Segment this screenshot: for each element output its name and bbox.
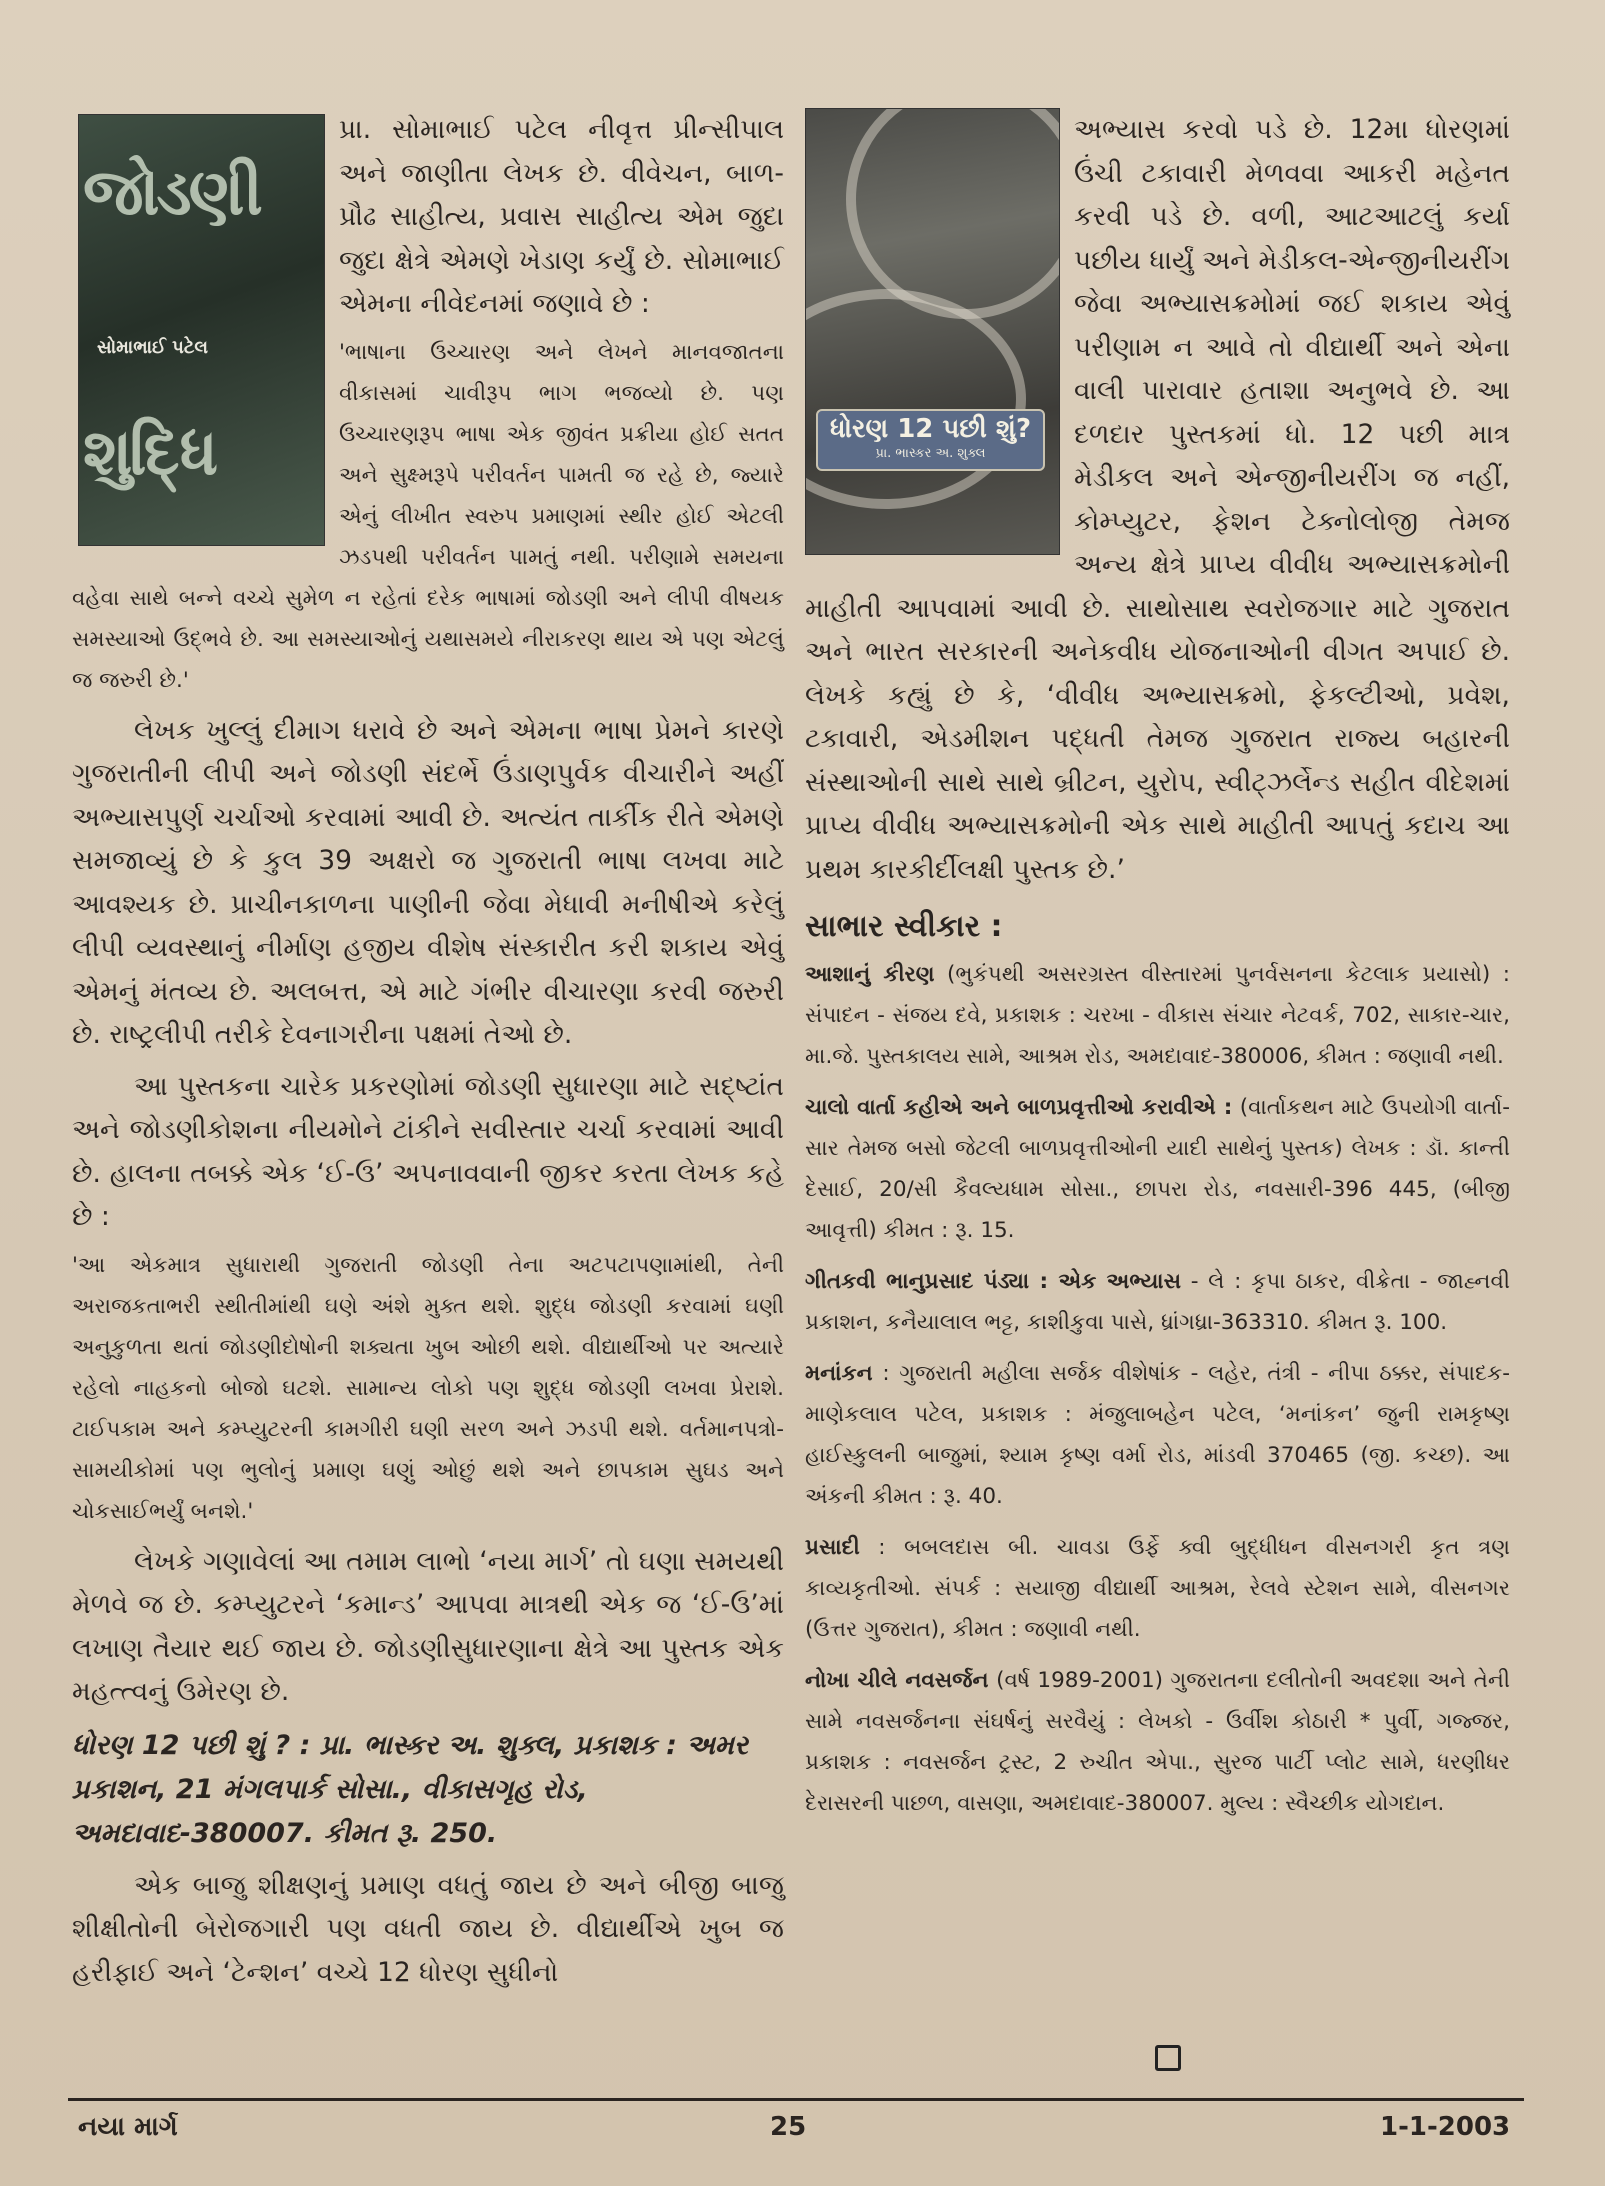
entry-title: આશાનું કીરણ bbox=[805, 962, 935, 987]
list-item bbox=[805, 1353, 1510, 1517]
list-item bbox=[805, 1660, 1510, 1824]
list-item bbox=[805, 1527, 1510, 1650]
list-item bbox=[805, 1087, 1510, 1251]
intro-paragraph: પ્રા. સોમાભાઈ પટેલ નીવૃત્ત પ્રીન્સીપાલ અને જાણીતા લેખક છે. વીવેચન, બાળ-પ્રૌઢ સાહીત્ય, પ્રવાસ સાહીત્ય એમ જુદા જુદા ક્ષેત્રે એમણે ખેડાણ કર્યું છે. સોમાભાઈ એમના નીવેદનમાં જણાવે છે : bbox=[339, 114, 784, 319]
cover-decoration bbox=[805, 289, 1026, 509]
acknowledgement-list bbox=[805, 954, 1510, 1824]
body-paragraph-2: લેખક ખુલ્લું દીમાગ ધરાવે છે અને એમના ભાષા પ્રેમને કારણે ગુજરાતીની લીપી અને જોડણી સંદર્ભે ઉંડાણપુર્વક વીચારીને અહીં અભ્યાસપુર્ણ ચર્ચાઓ કરવામાં આવી છે. અત્યંત તાર્કીક રીતે એમણે સમજાવ્યું છે કે કુલ 39 અક્ષરો જ ગુજરાતી ભાષા લખવા માટે આવશ્યક છે. પ્રાચીનકાળના પાણીની જેવા મેધાવી મનીષીએ કરેલું લીપી વ્યવસ્થાનું નીર્માણ હજીય વીશેષ સંસ્કારીત કરી શકાય એવું એમનું મંતવ્ય છે. અલબત્ત, એ માટે ગંભીર વીચારણા કરવી જરુરી છે. રાષ્ટ્રલીપી તરીકે દેવનાગરીના પક્ષમાં તેઓ છે. bbox=[72, 714, 784, 1050]
right-body-paragraph: અભ્યાસ કરવો પડે છે. 12મા ધોરણમાં ઉંચી ટકાવારી મેળવવા આકરી મહેનત કરવી પડે છે. વળી, આટઆટલું કર્યા પછીય ધાર્યું અને મેડીકલ-એન્જીનીયરીંગ જેવા અભ્યાસક્રમોમાં જઈ શકાય એવું પરીણામ ન આવે તો વીદ્યાર્થી અને એના વાલી પારાવાર હતાશા અનુભવે છે. આ દળદાર પુસ્તકમાં ધો. 12 પછી માત્ર મેડીકલ અને એન્જીનીયરીંગ જ નહીં, કોમ્પ્યુટર, ફેશન ટેક્નોલોજી તેમજ અન્ય ક્ષેત્રે પ્રાપ્ય વીવીધ અભ્યાસક્રમોની માહીતી આપવામાં આવી છે. સાથોસાથ સ્વરોજગાર માટે ગુજરાત અને ભારત સરકારની અનેકવીધ યોજનાઓની વીગત અપાઈ છે. લેખકે કહ્યું છે કે, ‘વીવીધ અભ્યાસક્રમો, ફેકલ્ટીઓ, પ્રવેશ, ટકાવારી, એડમીશન પદ્ધતી તેમજ ગુજરાત રાજ્ય બહારની સંસ્થાઓની સાથે સાથે બ્રીટન, યુરોપ, સ્વીટ્ઝર્લેન્ડ સહીત વીદેશમાં પ્રાપ્ય વીવીધ અભ્યાસક્રમોની એક સાથે માહીતી આપતું કદાચ આ પ્રથમ કારકીર્દીલક્ષી પુસ્તક છે.’ bbox=[805, 114, 1510, 885]
body-paragraph-3: આ પુસ્તકના ચારેક પ્રકરણોમાં જોડણી સુધારણા માટે સદ્ષ્ટાંત અને જોડણીકોશના નીયમોને ટાંકીને સવીસ્તાર ચર્ચા કરવામાં આવી છે. હાલના તબક્કે એક ‘ઈ-ઉ’ અપનાવવાની જીકર કરતા લેખક કહે છે : bbox=[72, 1070, 784, 1232]
footer-divider bbox=[68, 2098, 1524, 2101]
cover-title: ધોરણ 12 પછી શું? bbox=[829, 414, 1032, 444]
left-column bbox=[72, 108, 784, 1994]
entry-title: ગીતકવી ભાનુપ્રસાદ પંડ્યા : એક અભ્યાસ bbox=[805, 1269, 1181, 1294]
body-paragraph-4: લેખકે ગણાવેલાં આ તમામ લાભો ‘નયા માર્ગ’ તો ઘણા સમયથી મેળવે જ છે. કમ્પ્યુટરને ‘કમાન્ડ’ આપવા માત્રથી એક જ ‘ઈ-ઉ’માં લખાણ તૈયાર થઈ જાય છે. જોડણીસુધારણાના ક્ષેત્રે આ પુસ્તક એક મહત્ત્વનું ઉમેરણ છે. bbox=[72, 1545, 784, 1707]
entry-text: (ભુકંપથી અસરગ્રસ્ત વીસ્તારમાં પુનર્વસનના કેટલાક પ્રયાસો) : સંપાદન - સંજય દવે, પ્રકાશક : ચરખા - વીકાસ સંચાર નેટવર્ક, 702, સાકાર-ચાર, મા.જે. પુસ્તકાલય સામે, આશ્રમ રોડ, અમદાવાદ-380006, કીમત : જણાવી નથી. bbox=[805, 962, 1510, 1069]
book-cover-image-2 bbox=[805, 108, 1060, 555]
entry-title: ચાલો વાર્તા કહીએ અને બાળપ્રવૃત્તીઓ કરાવીએ : bbox=[805, 1095, 1233, 1120]
book-reference: ધોરણ 12 પછી શું ? : પ્રા. ભાસ્કર અ. શુક્લ, પ્રકાશક : અમર પ્રકાશન, 21 મંગલપાર્ક સોસા., વીકાસગૃહ રોડ, અમદાવાદ-380007. કીમત રૂ. 250. bbox=[72, 1729, 748, 1849]
end-mark-icon bbox=[1155, 2045, 1181, 2071]
cover-title-line-1: જોડણી bbox=[83, 155, 260, 230]
cover-decoration bbox=[846, 108, 1060, 319]
acknowledgement-heading: સાભાર સ્વીકાર : bbox=[805, 909, 1003, 944]
entry-text: : બબલદાસ બી. ચાવડા ઉર્ફે ક્વી બુદ્ધીધન વીસનગરી કૃત ત્રણ કાવ્યકૃતીઓ. સંપર્ક : સયાજી વીદ્યાર્થી આશ્રમ, રેલવે સ્ટેશન સામે, વીસનગર (ઉત્તર ગુજરાત), કીમત : જણાવી નથી. bbox=[805, 1535, 1510, 1642]
quote-paragraph-2: 'આ એકમાત્ર સુધારાથી ગુજરાતી જોડણી તેના અટપટાપણામાંથી, તેની અરાજકતાભરી સ્થીતીમાંથી ઘણે અંશે મુક્ત થશે. શુદ્ધ જોડણી કરવામાં ઘણી અનુકુળતા થતાં જોડણીદોષોની શક્યતા ખુબ ઓછી થશે. વીદ્યાર્થીઓ પર અત્યારે રહેલો નાહકનો બોજો ઘટશે. સામાન્ય લોકો પણ શુદ્ધ જોડણી લખવા પ્રેરાશે. ટાઈપકામ અને કમ્પ્યુટરની કામગીરી ઘણી સરળ અને ઝડપી થશે. વર્તમાનપત્રો-સામયીકોમાં પણ ભુલોનું પ્રમાણ ઘણું ઓછું થશે અને છાપકામ સુઘડ અને ચોકસાઈભર્યું બનશે.' bbox=[72, 1252, 784, 1524]
entry-text: - લે : કૃપા ઠાકર, વીક્રેતા - જાહ્નવી પ્રકાશન, કનૈયાલાલ ભટ્ટ, કાશીકુવા પાસે, ધ્રાંગધ્રા-363310. કીમત રૂ. 100. bbox=[805, 1269, 1510, 1335]
list-item bbox=[805, 1261, 1510, 1343]
entry-title: પ્રસાદી bbox=[805, 1535, 860, 1560]
quote-paragraph-1: 'ભાષાના ઉચ્ચારણ અને લેખને માનવજાતના વીકાસમાં ચાવીરૂપ ભાગ ભજવ્યો છે. પણ ઉચ્ચારણરૂપ ભાષા એક જીવંત પ્રક્રીયા હોઈ સતત અને સુક્ષ્મરૂપે પરીવર્તન પામતી જ રહે છે, જ્યારે એનું લીખીત સ્વરુપ પ્રમાણમાં સ્થીર હોઈ એટલી ઝડપથી પરીવર્તન પામતું નથી. પરીણામે સમયના વહેવા સાથે બન્ને વચ્ચે સુમેળ ન રહેતાં દરેક ભાષામાં જોડણી અને લીપી વીષયક સમસ્યાઓ ઉદ્ભવે છે. આ સમસ્યાઓનું યથાસમયે નીરાકરણ થાય એ પણ એટલું જ જરુરી છે.' bbox=[72, 339, 784, 693]
list-item bbox=[805, 954, 1510, 1077]
cover-author: પ્રા. ભાસ્કર અ. શુક્લ bbox=[875, 446, 986, 461]
right-column bbox=[805, 108, 1510, 1834]
entry-text: : ગુજરાતી મહીલા સર્જક વીશેષાંક - લહેર, તંત્રી - નીપા ઠક્કર, સંપાદક- માણેકલાલ પટેલ, પ્રકાશક : મંજુલાબહેન પટેલ, ‘મનાંકન’ જુની રામકૃષ્ણ હાઈસ્કુલની બાજુમાં, શ્યામ કૃષ્ણ વર્મા રોડ, માંડવી 370465 (જી. કચ્છ). આ અંકની કીમત : રૂ. 40. bbox=[805, 1361, 1510, 1509]
entry-text: (વર્ષ 1989-2001) ગુજરાતના દલીતોની અવદશા અને તેની સામે નવસર્જનના સંઘર્ષનું સરવૈયું : લેખકો - ઉર્વીશ કોઠારી * પુર્વી, ગજ્જર, પ્રકાશક : નવસર્જન ટ્રસ્ટ, 2 રુચીત એપા., સુરજ પાર્ટી પ્લોટ સામે, ધરણીધર દેરાસરની પાછળ, વાસણા, અમદાવાદ-380007. મુલ્ય : સ્વૈચ્છીક યોગદાન. bbox=[805, 1668, 1510, 1816]
body-paragraph-5: એક બાજુ શીક્ષણનું પ્રમાણ વધતું જાય છે અને બીજી બાજુ શીક્ષીતોની બેરોજગારી પણ વધતી જાય છે. વીદ્યાર્થીએ ખુબ જ હરીફાઈ અને ‘ટેન્શન’ વચ્ચે 12 ધોરણ સુધીનો bbox=[72, 1869, 784, 1988]
magazine-name: નયા માર્ગ bbox=[78, 2112, 178, 2142]
page-number: 25 bbox=[770, 2112, 807, 2142]
entry-title: નોખા ચીલે નવસર્જન bbox=[805, 1668, 989, 1693]
cover-author: સોમાભાઈ પટેલ bbox=[97, 337, 208, 358]
cover-title-badge bbox=[816, 409, 1045, 471]
entry-title: મનાંકન bbox=[805, 1361, 873, 1386]
entry-text: (વાર્તાકથન માટે ઉપયોગી વાર્તા-સાર તેમજ બસો જેટલી બાળપ્રવૃત્તીઓની યાદી સાથેનું પુસ્તક) લેખક : ડૉ. કાન્તી દેસાઈ, 20/સી કૈવલ્યધામ સોસા., છાપરા રોડ, નવસારી-396 445, (બીજી આવૃત્તી) કીમત : રૂ. 15. bbox=[805, 1095, 1510, 1243]
cover-title-line-2: શુદ્ધિ bbox=[83, 415, 215, 490]
book-cover-image bbox=[78, 114, 325, 546]
issue-date: 1-1-2003 bbox=[1380, 2112, 1511, 2142]
